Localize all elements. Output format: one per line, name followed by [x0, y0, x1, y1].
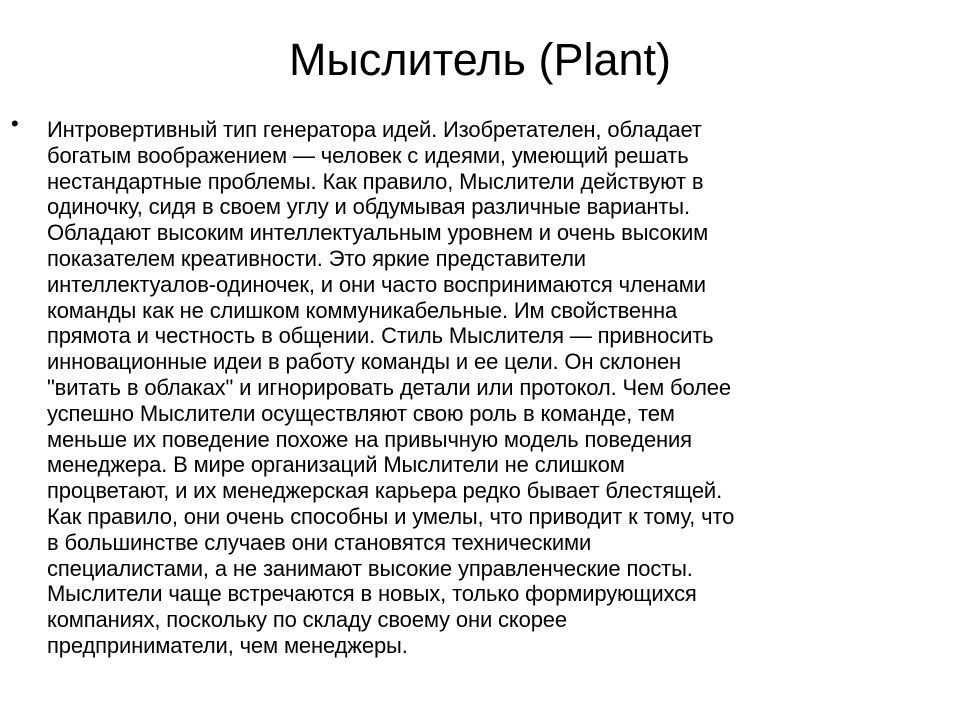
slide-title: Мыслитель (Plant)	[288, 34, 672, 85]
bullet-text: Интровертивный тип генератора идей. Изобретателен, обладает богатым воображением — человек с идеями, умеющий решать нестандартные проблемы. Как правило, Мыслители действуют в одиночку, сидя в своем углу и обдумывая различные варианты. Обладают высоким интеллектуальным уровнем и очень высоким показателем креативности. Это яркие представители интеллектуалов-одиночек, и они часто воспринимаются членами команды как не слишком коммуникабельные. Им свойственна прямота и честность в общении. Стиль Мыслителя — привносить инновационные идеи в работу команды и ее цели. Он склонен "витать в облаках" и игнорировать детали или протокол. Чем более успешно Мыслители осуществляют свою роль в команде, тем меньше их поведение похоже на привычную модель поведения менеджера. В мире организаций Мыслители не слишком процветают, и их менеджерская карьера редко бывает блестящей. Как правило, они очень способны и умелы, что приводит к тому, что в большинстве случаев они становятся техническими специалистами, а не занимают высокие управленческие посты. Мыслители чаще встречаются в новых, только формирующихся компаниях, поскольку по складу своему они скорее предприниматели, чем менеджеры.	[47, 117, 735, 658]
bullet-icon: •	[11, 111, 19, 136]
